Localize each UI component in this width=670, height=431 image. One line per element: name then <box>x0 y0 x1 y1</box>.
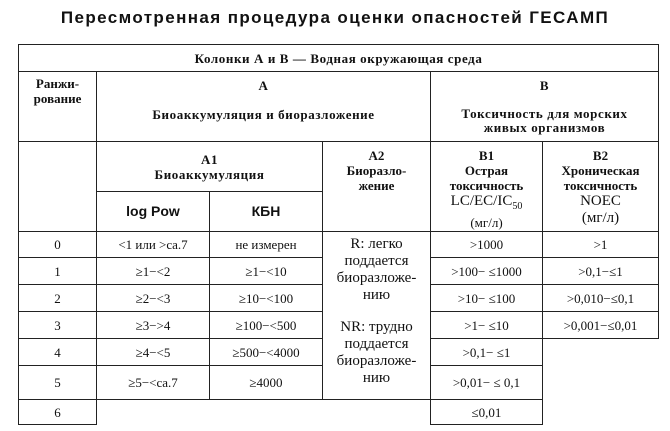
b1-cell: >0,1− ≤1 <box>431 339 543 366</box>
b2-header <box>543 142 659 232</box>
b2-cell: >0,1−≤1 <box>543 258 659 285</box>
b1-units-main: LC/EC/IC <box>450 193 513 209</box>
table-row <box>19 232 659 258</box>
a2-subtitle: Биоразло- жение <box>346 163 407 193</box>
b2-units: NOEC (мг/л) <box>580 193 621 226</box>
b1-label: В1 <box>478 148 495 163</box>
group-b-subtitle: Токсичность для морских живых организмов <box>461 106 628 135</box>
logpow-cell: ≥5−<ca.7 <box>97 366 210 400</box>
group-b-header <box>431 72 659 142</box>
b1-cell: >1− ≤10 <box>431 312 543 339</box>
logpow-cell: ≥2−<3 <box>97 285 210 312</box>
b1-cell: >0,01− ≤ 0,1 <box>431 366 543 400</box>
a1-subtitle: Биоаккумуляция <box>154 166 265 182</box>
b2-cell: >0,001−≤0,01 <box>543 312 659 339</box>
group-a-header <box>97 72 431 142</box>
rank-cell: 2 <box>19 285 97 312</box>
header-row-columns-ab <box>19 45 659 72</box>
b1-cell: >100− ≤1000 <box>431 258 543 285</box>
kbn-header: КБН <box>210 192 323 232</box>
b2-label: В2 <box>592 148 609 163</box>
b1-cell: >1000 <box>431 232 543 258</box>
b1-units-mgl: (мг/л) <box>470 215 503 230</box>
b1-subtitle: Острая токсичность <box>449 163 524 193</box>
group-a-label: А <box>258 78 269 93</box>
b2-cell: >0,010−≤0,1 <box>543 285 659 312</box>
header-row-ab <box>19 72 659 142</box>
b2-empty-area <box>543 339 659 425</box>
rank-cell: 6 <box>19 400 97 425</box>
rank-cell: 5 <box>19 366 97 400</box>
rank-header: Ранжи- рование <box>19 72 97 142</box>
a2-readily-text: R: легко поддается биоразложе- нию <box>336 236 417 303</box>
kbn-cell: ≥4000 <box>210 366 323 400</box>
b2-subtitle: Хроническая токсичность <box>561 163 640 193</box>
page-title: Пересмотренная процедура оценки опасностей ГЕСАМП <box>60 8 610 27</box>
b2-cell: >1 <box>543 232 659 258</box>
logpow-cell: ≥3−>4 <box>97 312 210 339</box>
kbn-cell: ≥500−<4000 <box>210 339 323 366</box>
empty-area <box>97 400 431 425</box>
logpow-cell: ≥1−<2 <box>97 258 210 285</box>
logpow-cell: <1 или >ca.7 <box>97 232 210 258</box>
logpow-header: log Pow <box>97 192 210 232</box>
a2-label: А2 <box>368 148 385 163</box>
rank-header-filler <box>19 142 97 192</box>
a2-biodegradation-cell <box>323 232 431 400</box>
group-a-subtitle: Биоаккумуляция и биоразложение <box>152 107 375 122</box>
a2-not-readily-text: NR: трудно поддается биоразложе- нию <box>336 319 417 386</box>
b1-units <box>433 193 540 215</box>
rank-cell: 1 <box>19 258 97 285</box>
group-b-label: В <box>539 78 550 93</box>
header-row-sub <box>19 142 659 192</box>
rank-cell: 4 <box>19 339 97 366</box>
b1-cell: >10− ≤100 <box>431 285 543 312</box>
rank-cell: 0 <box>19 232 97 258</box>
b1-header <box>431 142 543 232</box>
kbn-cell: ≥1−<10 <box>210 258 323 285</box>
a1-label: А1 <box>200 151 219 167</box>
rank-cell: 3 <box>19 312 97 339</box>
a2-header <box>323 142 431 232</box>
columns-ab-header: Колонки А и В — Водная окружающая среда <box>19 45 659 72</box>
rank-header-filler-2 <box>19 192 97 232</box>
kbn-cell: не измерен <box>210 232 323 258</box>
logpow-cell: ≥4−<5 <box>97 339 210 366</box>
b1-cell: ≤0,01 <box>431 400 543 425</box>
b1-units-subscript: 50 <box>512 201 523 212</box>
a1-header <box>97 142 323 192</box>
kbn-cell: ≥100−<500 <box>210 312 323 339</box>
gesamp-table <box>18 44 659 425</box>
kbn-cell: ≥10−<100 <box>210 285 323 312</box>
